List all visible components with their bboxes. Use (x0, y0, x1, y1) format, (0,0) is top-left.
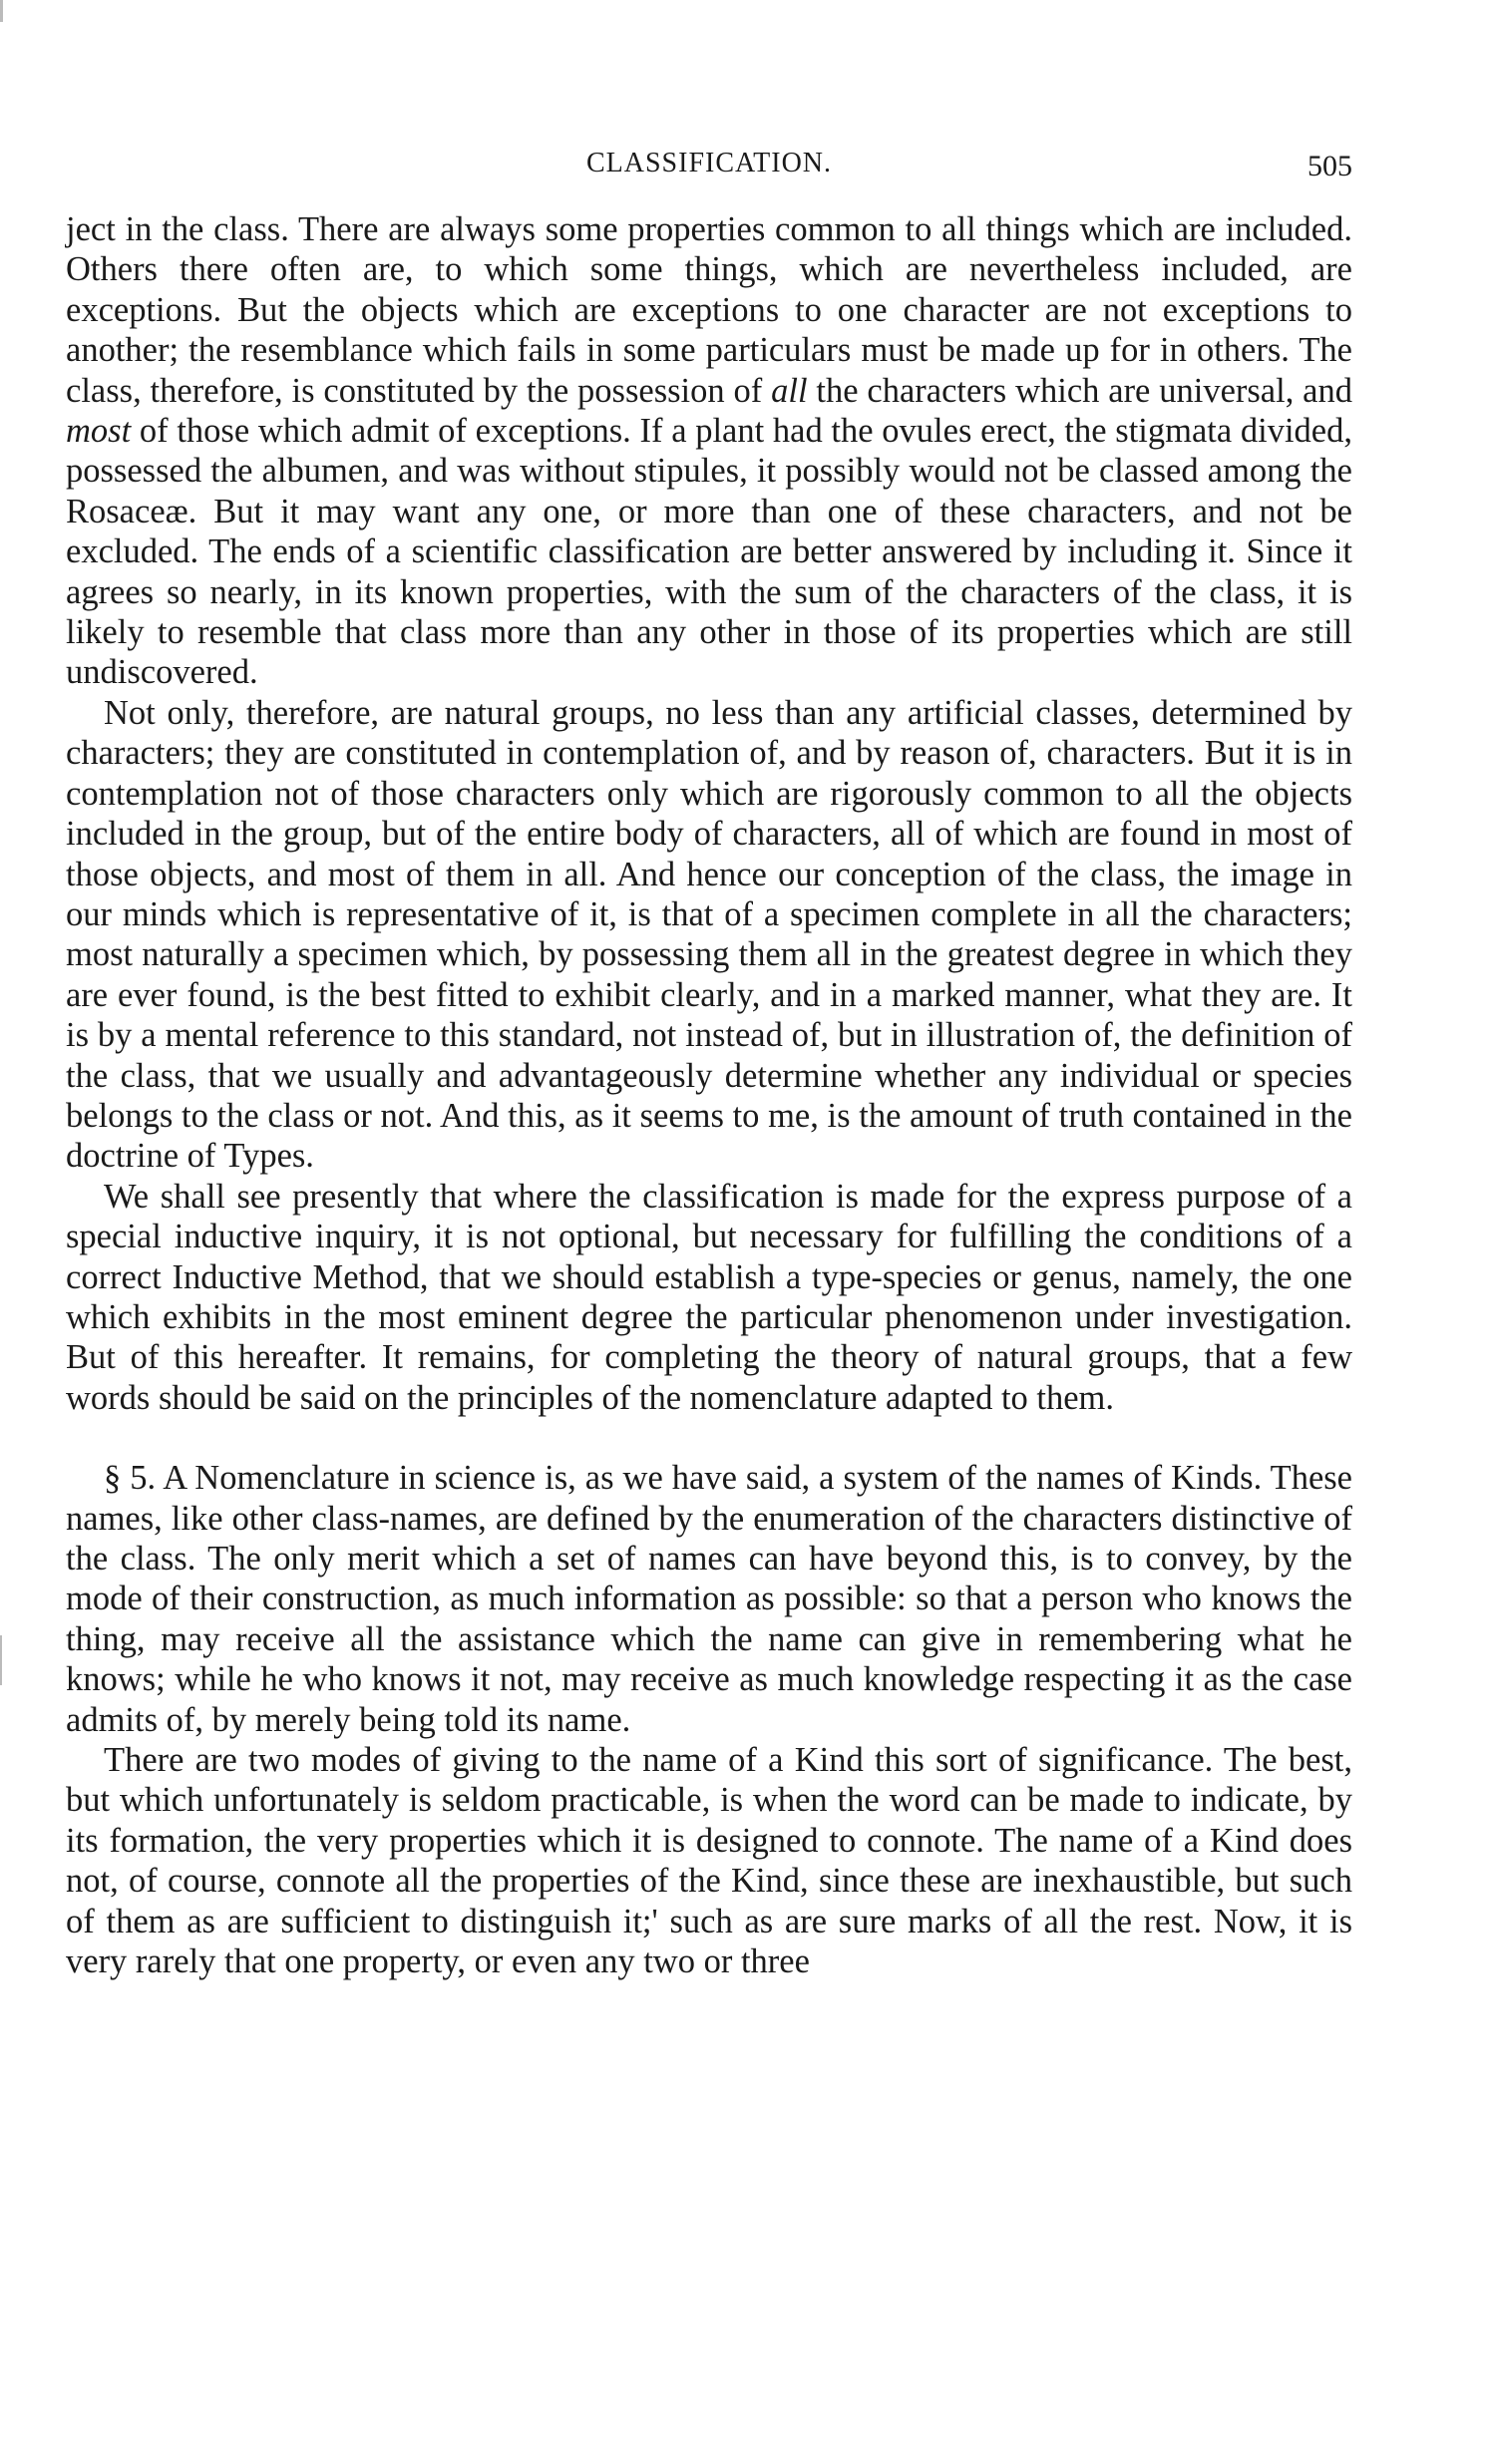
emphasis-most: most (66, 412, 132, 451)
running-title: CLASSIFICATION. (585, 148, 833, 178)
paragraph-1-text: ject in the class. There are always some properties common to all things which are included. Others there often are, to which some things, which are nevertheless included, are exceptions. But the objects which are exceptions to one character are not exceptions to another; the resemblance which fails in some particulars must be made up for in others. The class, therefore, is constituted by the possession of (66, 210, 1352, 410)
paragraph-3: We shall see presently that where the classification is made for the express purpose of a special inductive inquiry, it is not optional, but necessary for fulfilling the conditions of a correct Inductive Method, that we should establish a type-species or genus, namely, the one which exhibits in the most eminent degree the particular phenomenon under investigation. But of this hereafter. It remains, for completing the theory of natural groups, that a few words should be said on the principles of the nomenclature adapted to them. (66, 1177, 1352, 1417)
running-head (66, 140, 1352, 187)
emphasis-all: all (771, 371, 808, 410)
body-text (66, 209, 1352, 1981)
paragraph-2: Not only, therefore, are natural groups, no less than any artificial classes, determined by characters; they are constituted in contemplation of, and by reason of, characters. But it is in contemplation not of those characters only which are rigorously common to all the objects included in the group, but of the entire body of characters, all of which are found in most of those objects, and most of them in all. And hence our conception of the class, the image in our minds which is representative of it, is that of a specimen complete in all the characters; most naturally a specimen which, by possessing them all in the greatest degree in which they are ever found, is the best fitted to exhibit clearly, and in a marked manner, what they are. It is by a mental reference to this standard, not instead of, but in illustration of, the definition of the class, that we usually and advantageously determine whether any individual or species belongs to the class or not. And this, as it seems to me, is the amount of truth contained in the doctrine of Types. (66, 693, 1352, 1176)
paragraph-1-text-cont: the characters which are universal, and (807, 371, 1352, 410)
margin-mark-top (0, 0, 3, 22)
paragraph-5: There are two modes of giving to the name of a Kind this sort of significance. The best, but which unfortunately is seldom practicable, is when the word can be made to indicate, by its formation, the very properties which it is designed to connote. The name of a Kind does not, of course, connote all the properties of the Kind, since these are inexhaustible, but such of them as are sufficient to distinguish it;' such as are sure marks of all the rest. Now, it is very rarely that one property, or even any two or three (66, 1741, 1352, 1981)
page-number: 505 (1307, 150, 1352, 182)
margin-mark-lower (0, 1635, 2, 1685)
book-page (66, 140, 1352, 1981)
section-5-paragraph: § 5. A Nomenclature in science is, as we have said, a system of the names of Kinds. These names, like other class-names, are defined by the enumeration of the characters distinctive of the class. The only merit which a set of names can have beyond this, is to convey, by the mode of their construction, as much information as possible: so that a person who knows the thing, may receive all the assistance which the name can give in remembering what he knows; while he who knows it not, may receive as much knowledge respecting it as the case admits of, by merely being told its name. (66, 1459, 1352, 1739)
paragraph-1-text-end: of those which admit of exceptions. If a plant had the ovules erect, the stigmata divided, possessed the albumen, and was without stipules, it possibly would not be classed among the Rosaceæ. But it may want any one, or more than one of these characters, and not be excluded. The ends of a scientific classification are better answered by including it. Since it agrees so nearly, in its known properties, with the sum of the characters of the class, it is likely to resemble that class more than any other in those of its properties which are still undiscovered. (66, 412, 1352, 692)
paragraph-1 (66, 209, 1352, 693)
